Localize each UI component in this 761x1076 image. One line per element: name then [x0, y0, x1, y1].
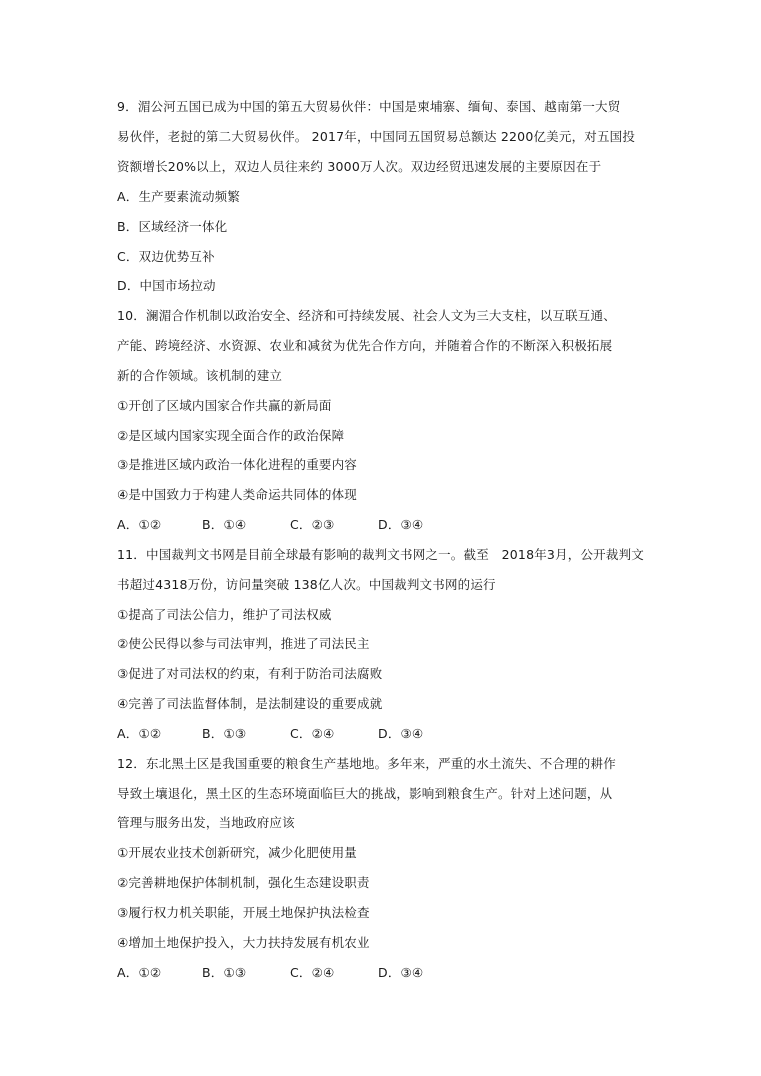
- question-10-statement-2: ②是区域内国家实现全面合作的政治保障: [117, 428, 345, 443]
- question-11-options: [117, 726, 423, 742]
- option-b: B．①③: [202, 726, 247, 741]
- question-10-options: [117, 517, 423, 533]
- question-10-statement-4: ④是中国致力于构建人类命运共同体的体现: [117, 487, 358, 502]
- question-11-statement-3: ③促进了对司法权的约束，有利于防治司法腐败: [117, 666, 383, 681]
- question-9-choice-a: A．生产要素流动频繁: [117, 189, 241, 204]
- option-d: D．③④: [378, 965, 424, 980]
- question-12-statement-2: ②完善耕地保护体制机制，强化生态建设职责: [117, 875, 370, 890]
- question-9-text: 易伙伴，老挝的第二大贸易伙伴。 2017年，中国同五国贸易总额达 2200亿美元，对五国投: [117, 129, 636, 144]
- question-11-text: 11．中国裁判文书网是目前全球最有影响的裁判文书网之一。截至 2018年3月，公开裁判文: [117, 547, 644, 562]
- question-10-text: 10．澜湄合作机制以政治安全、经济和可持续发展、社会人文为三大支柱，以互联互通、: [117, 308, 616, 323]
- option-d: D．③④: [378, 517, 424, 532]
- option-b: B．①③: [202, 965, 247, 980]
- option-b: B．①④: [202, 517, 247, 532]
- question-10-statement-1: ①开创了区域内国家合作共赢的新局面: [117, 398, 332, 413]
- question-9-choice-c: C．双边优势互补: [117, 249, 215, 264]
- option-a: A．①②: [117, 726, 162, 741]
- option-c: C．②④: [290, 726, 335, 741]
- question-12-text: 导致土壤退化，黑土区的生态环境面临巨大的挑战，影响到粮食生产。针对上述问题，从: [117, 786, 613, 801]
- option-c: C．②③: [290, 517, 335, 532]
- question-10-text: 新的合作领域。该机制的建立: [117, 368, 283, 383]
- option-c: C．②④: [290, 965, 335, 980]
- option-a: A．①②: [117, 965, 162, 980]
- question-11-statement-1: ①提高了司法公信力，维护了司法权威: [117, 607, 332, 622]
- question-11-statement-4: ④完善了司法监督体制，是法制建设的重要成就: [117, 696, 383, 711]
- question-12-statement-1: ①开展农业技术创新研究，减少化肥使用量: [117, 845, 358, 860]
- question-12-text: 12．东北黑土区是我国重要的粮食生产基地地。多年来，严重的水土流失、不合理的耕作: [117, 756, 616, 771]
- question-9-choice-b: B．区域经济一体化: [117, 219, 228, 234]
- question-12-statement-3: ③履行权力机关职能，开展土地保护执法检查: [117, 905, 370, 920]
- question-12-options: [117, 965, 423, 981]
- option-d: D．③④: [378, 726, 424, 741]
- question-9-text: 资额增长20%以上，双边人员往来约 3000万人次。双边经贸迅速发展的主要原因在于: [117, 159, 602, 174]
- option-a: A．①②: [117, 517, 162, 532]
- question-9-choice-d: D．中国市场拉动: [117, 278, 216, 293]
- question-11-statement-2: ②使公民得以参与司法审判，推进了司法民主: [117, 636, 370, 651]
- question-11-text: 书超过4318万份，访问量突破 138亿人次。中国裁判文书网的运行: [117, 577, 496, 592]
- question-10-text: 产能、跨境经济、水资源、农业和减贫为优先合作方向，并随着合作的不断深入积极拓展: [117, 338, 613, 353]
- question-9-text: 9．湄公河五国已成为中国的第五大贸易伙伴：中国是柬埔寨、缅甸、泰国、越南第一大贸: [117, 99, 621, 114]
- question-12-statement-4: ④增加土地保护投入，大力扶持发展有机农业: [117, 935, 370, 950]
- question-12-text: 管理与服务出发，当地政府应该: [117, 815, 295, 830]
- question-10-statement-3: ③是推进区域内政治一体化进程的重要内容: [117, 457, 358, 472]
